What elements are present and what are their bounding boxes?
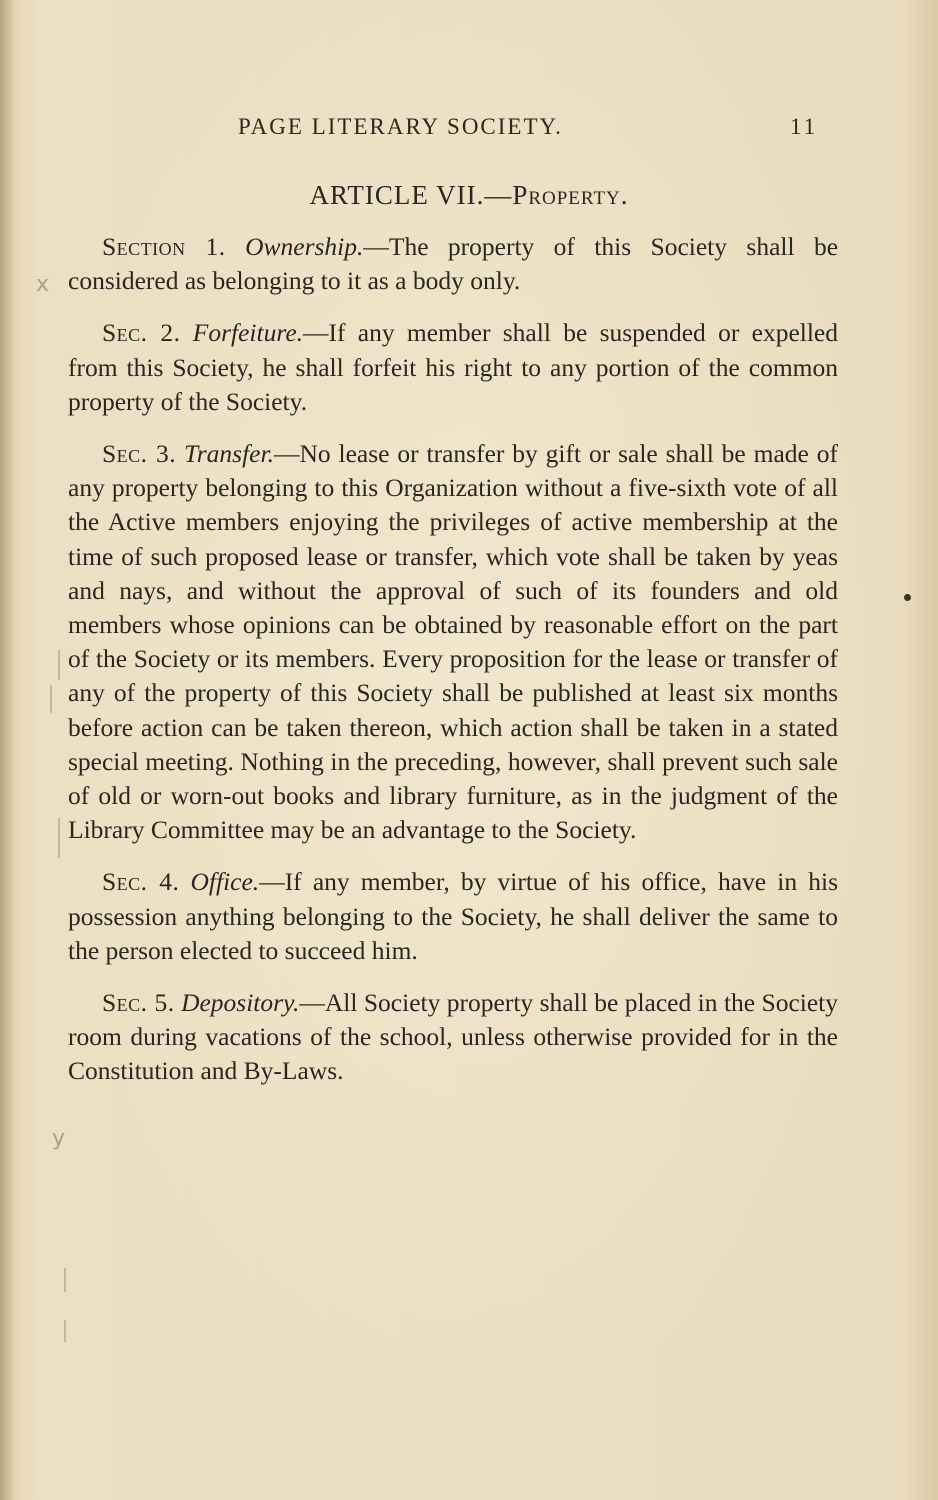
article-heading bbox=[0, 180, 938, 211]
section-5-text: —All Society property shall be placed in the Society room during vacations of the school, unless otherwise provided for in the Constitution and By-Laws. bbox=[68, 988, 839, 1086]
section-2-label: Sec. 2. bbox=[102, 318, 181, 348]
section-3-label: Sec. 3. bbox=[102, 439, 177, 469]
pencil-margin-line bbox=[58, 818, 60, 858]
section-1 bbox=[68, 230, 838, 298]
section-3-title: Transfer. bbox=[183, 439, 274, 469]
section-1-label: Section 1. bbox=[102, 232, 226, 261]
pencil-margin-line bbox=[50, 685, 52, 713]
section-2 bbox=[68, 316, 838, 419]
section-4-text: —If any member, by virtue of his office, have in his possession anything belonging to the Society, he shall deliver the same to the person elected to succeed him. bbox=[68, 867, 839, 965]
section-3-text: —No lease or transfer by gift or sale shall be made of any property belonging to this Organization without a five-sixth vote of all the Active members enjoying the privileges of active membership at the time of such proposed lease or transfer, which vote shall be taken by yeas and nays, and without the approval of such of its founders and old members whose opinions can be obtained by reasonable effort on the part of the Society or its members. Every proposition for the lease or transfer of any of the property of this Society shall be published at least six months before action can be taken thereon, which action shall be taken in a stated special meeting. Nothing in the preceding, however, shall prevent such sale of old or worn-out books and library furniture, as in the judgment of the Library Committee may be an advantage to the Society. bbox=[68, 439, 838, 845]
section-3 bbox=[68, 437, 838, 847]
section-1-text: —The property of this Society shall be considered as belonging to it as a body only. bbox=[68, 232, 839, 296]
section-2-text: —If any member shall be suspended or expelled from this Society, he shall forfeit his right to any portion of the common property of the Society. bbox=[68, 318, 838, 416]
page-number: 11 bbox=[790, 114, 819, 139]
pencil-margin-mark-x: x bbox=[36, 272, 50, 297]
section-1-title: Ownership. bbox=[245, 232, 364, 261]
ink-dot-mark bbox=[904, 594, 911, 601]
section-4 bbox=[68, 865, 838, 968]
section-4-title: Office. bbox=[190, 867, 260, 897]
running-title: PAGE LITERARY SOCIETY. bbox=[238, 114, 563, 139]
pencil-margin-line bbox=[58, 650, 60, 680]
section-5 bbox=[68, 986, 838, 1089]
running-head bbox=[0, 114, 938, 148]
article-heading-main: ARTICLE VII.— bbox=[309, 180, 513, 210]
pencil-margin-line bbox=[64, 1320, 66, 1342]
article-heading-subject: Property. bbox=[512, 180, 629, 210]
pencil-margin-line bbox=[64, 1268, 66, 1292]
article-body bbox=[68, 230, 838, 1107]
section-4-label: Sec. 4. bbox=[102, 867, 180, 897]
page-fold-shadow bbox=[0, 0, 14, 1500]
section-2-title: Forfeiture. bbox=[192, 318, 304, 348]
section-5-label: Sec. 5. bbox=[102, 988, 175, 1018]
section-5-title: Depository. bbox=[181, 988, 300, 1018]
pencil-margin-mark-y: y bbox=[52, 1126, 66, 1151]
